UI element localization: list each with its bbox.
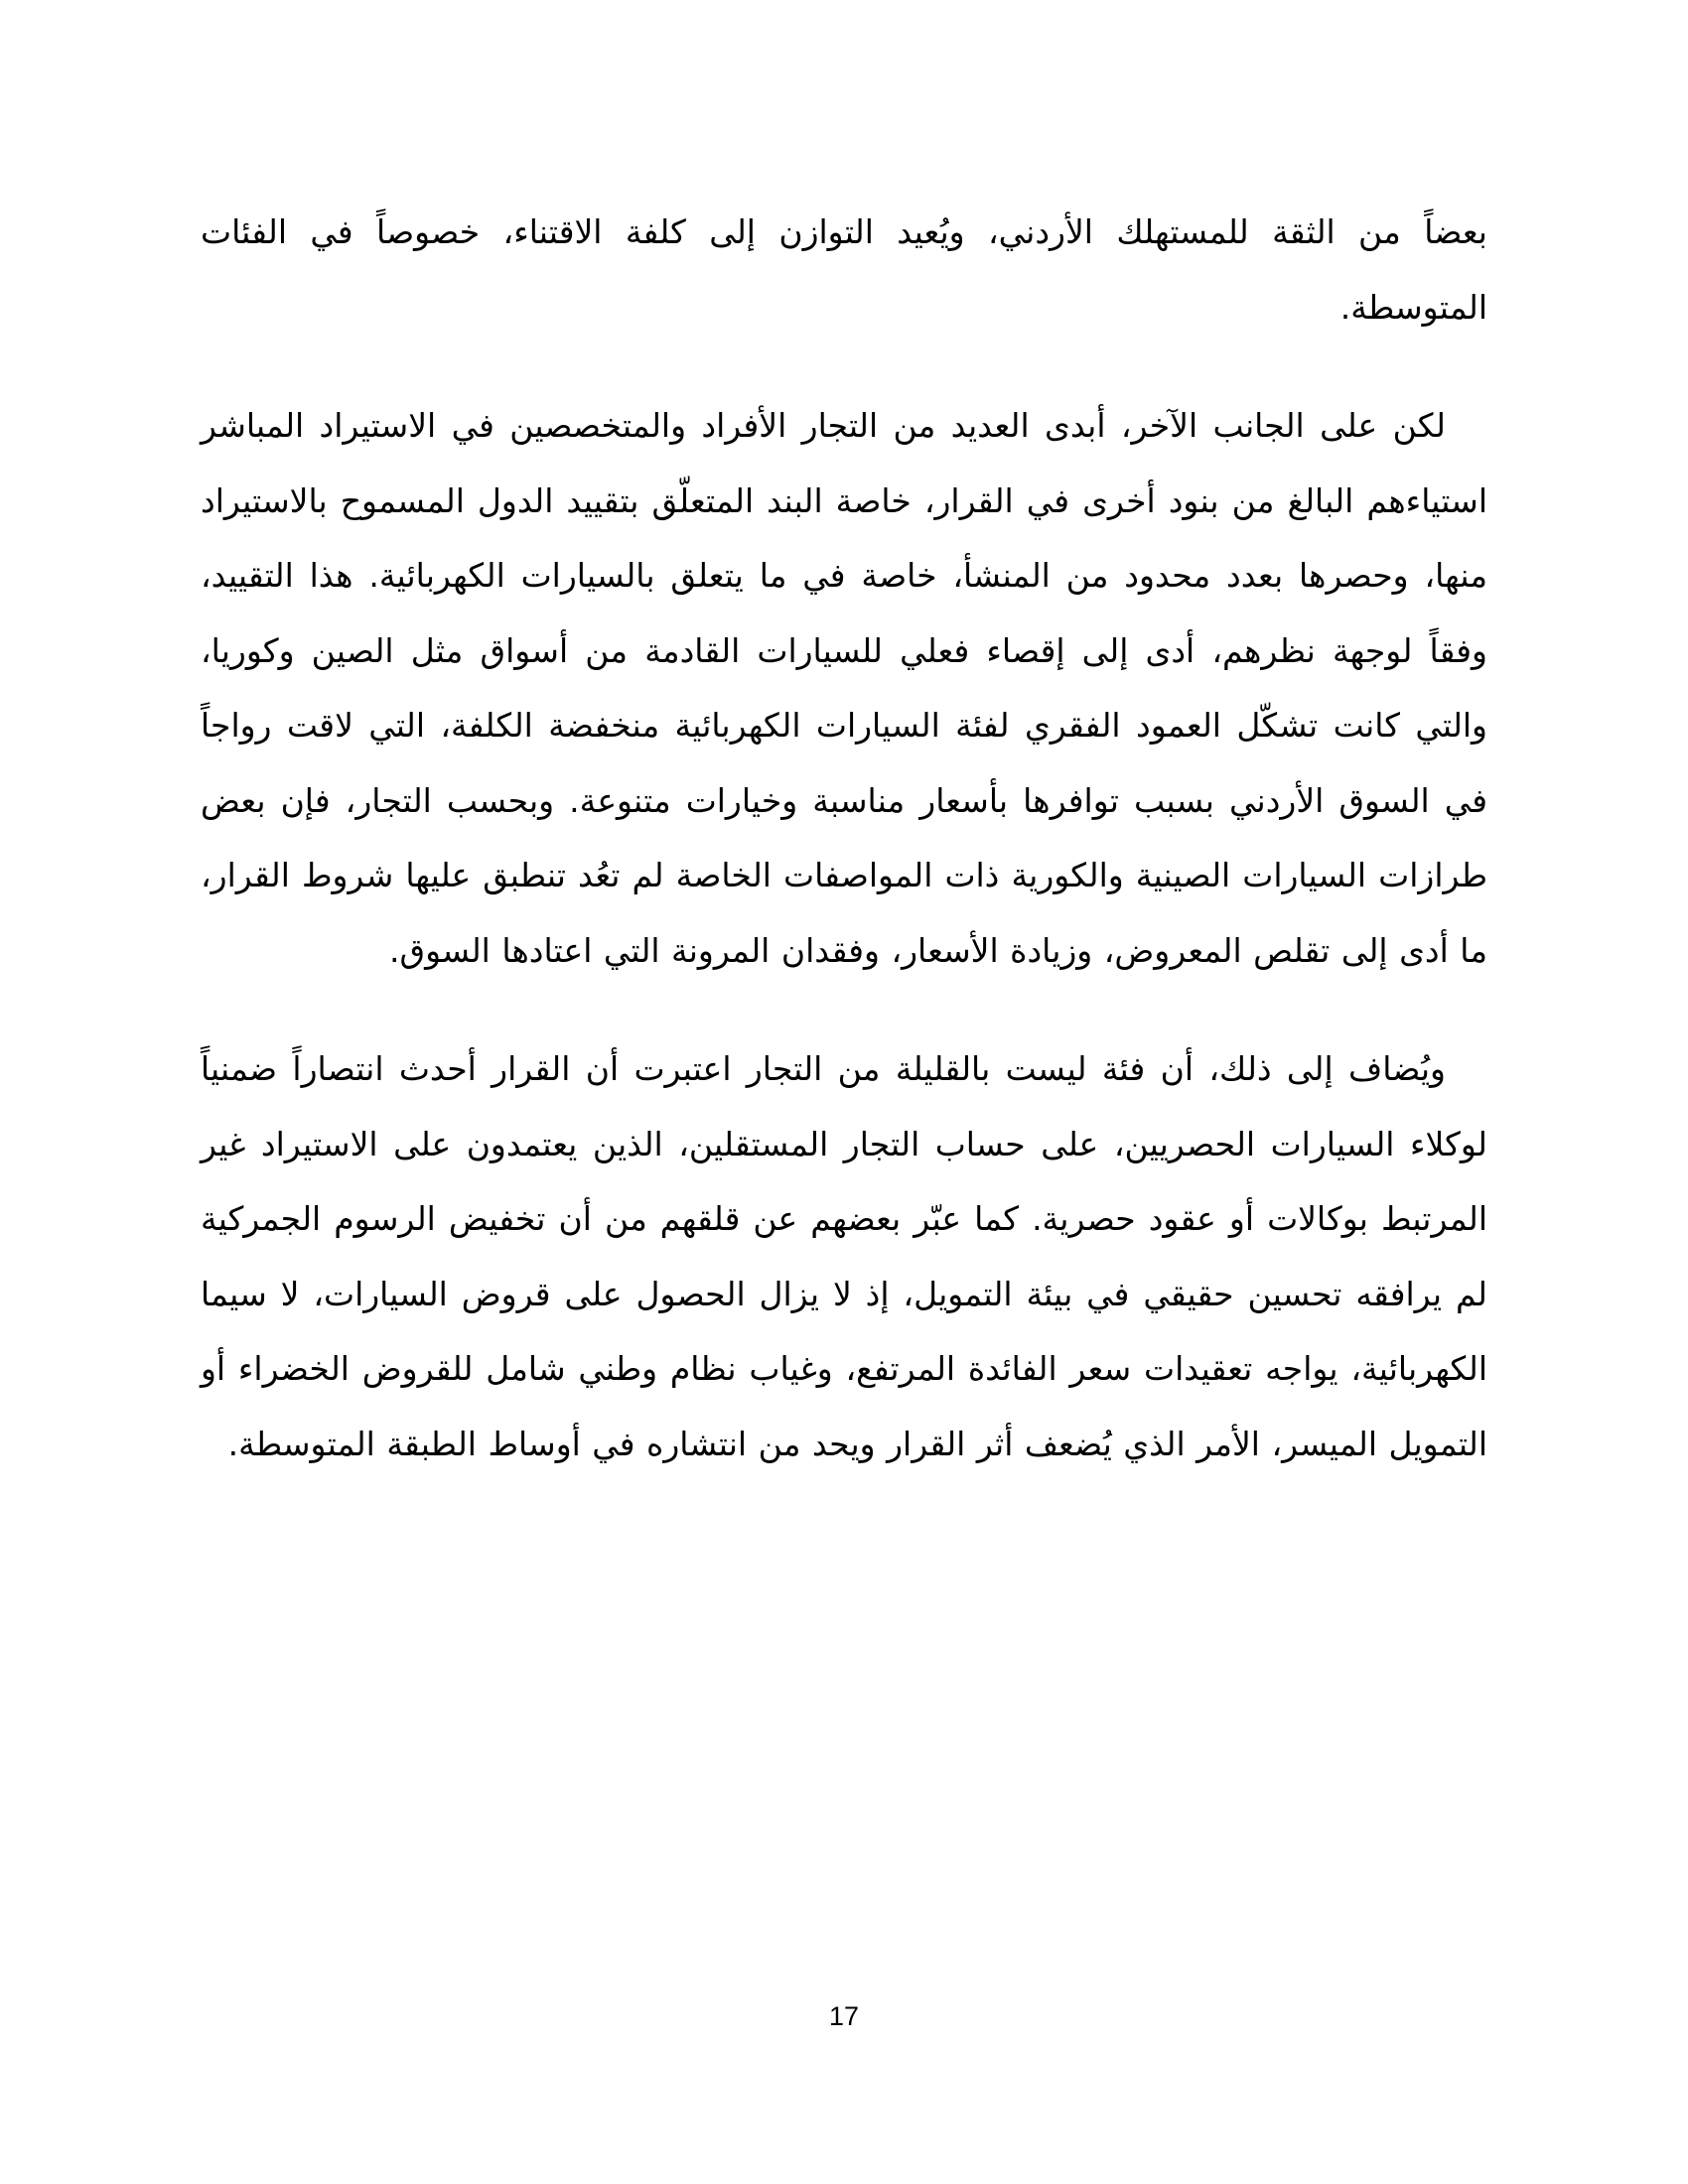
document-page [201, 195, 1487, 1525]
page-number: 17 [828, 2001, 860, 2031]
paragraph-continuation: بعضاً من الثقة للمستهلك الأردني، ويُعيد التوازن إلى كلفة الاقتناء، خصوصاً في الفئات المتوسطة. [201, 212, 1487, 327]
paragraph-import-restrictions: لكن على الجانب الآخر، أبدى العديد من التجار الأفراد والمتخصصين في الاستيراد المباشر استياءهم البالغ من بنود أخرى في القرار، خاصة البند المتعلّق بتقييد الدول المسموح بالاستيراد منها، وحصرها بعدد محدود من المنشأ، خاصة في ما يتعلق بالسيارات الكهربائية. هذا التقييد، وفقاً لوجهة نظرهم، أدى إلى إقصاء فعلي للسيارات القادمة من أسواق مثل الصين وكوريا، والتي كانت تشكّل العمود الفقري لفئة السيارات الكهربائية منخفضة الكلفة، التي لاقت رواجاً في السوق الأردني بسبب توافرها بأسعار مناسبة وخيارات متنوعة. وبحسب التجار، فإن بعض طرازات السيارات الصينية والكورية ذات المواصفات الخاصة لم تعُد تنطبق عليها شروط القرار، ما أدى إلى تقلص المعروض، وزيادة الأسعار، وفقدان المرونة التي اعتادها السوق. [201, 406, 1487, 970]
paragraph-dealers-financing: ويُضاف إلى ذلك، أن فئة ليست بالقليلة من التجار اعتبرت أن القرار أحدث انتصاراً ضمنياً لوكلاء السيارات الحصريين، على حساب التجار المستقلين، الذين يعتمدون على الاستيراد غير المرتبط بوكالات أو عقود حصرية. كما عبّر بعضهم عن قلقهم من أن تخفيض الرسوم الجمركية لم يرافقه تحسين حقيقي في بيئة التمويل، إذ لا يزال الحصول على قروض السيارات، لا سيما الكهربائية، يواجه تعقيدات سعر الفائدة المرتفع، وغياب نظام وطني شامل للقروض الخضراء أو التمويل الميسر، الأمر الذي يُضعف أثر القرار ويحد من انتشاره في أوساط الطبقة المتوسطة. [201, 1049, 1487, 1463]
